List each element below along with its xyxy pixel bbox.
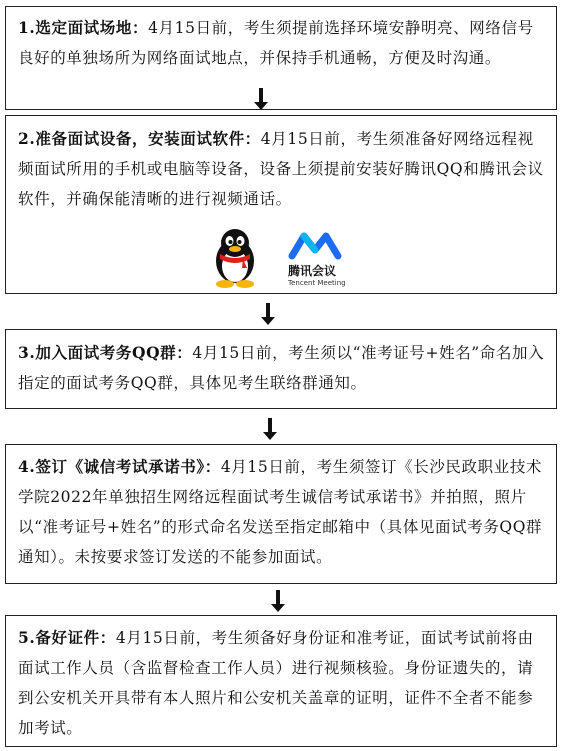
step-5-box (5, 615, 557, 747)
step-4-text (18, 452, 546, 572)
step-1-body: 4月15日前，考生须提前选择环境安静明亮、网络信号良好的单独场所为网络面试地点，并保持手机通畅，方便及时沟通。 (18, 19, 534, 67)
step-4-box (5, 444, 557, 584)
step-5-body: 4月15日前，考生须备好身份证和准考证，面试考试前将由面试工作人员（含监督检查工作人员）进行视频核验。身份证遗失的，请到公安机关开具带有本人照片和公安机关盖章的证明，证件不全者不能参加考试。 (18, 629, 534, 737)
step-4-title: 4.签订《诚信考试承诺书》： (18, 457, 221, 476)
arrow-2 (261, 303, 275, 325)
tencent-meeting-name-en: Tencent Meeting (288, 279, 346, 287)
step-1-title: 1.选定面试场地： (18, 18, 149, 37)
arrow-3 (263, 418, 277, 440)
step-3-text (18, 338, 546, 398)
step-1-text (18, 13, 546, 73)
step-2-body: 4月15日前，考生须准备好网络远程视频面试所用的手机或电脑等设备，设备上须提前安装好腾讯QQ和腾讯会议软件，并确保能清晰的进行视频通话。 (18, 130, 544, 208)
tencent-meeting-name: 腾讯会议 (288, 264, 337, 278)
step-5-title: 5.备好证件： (18, 628, 116, 647)
step-1-box (5, 6, 557, 110)
step-2-text (18, 124, 546, 214)
qq-penguin-icon (210, 226, 260, 288)
step-2-box (5, 115, 557, 294)
step-2-title: 2.准备面试设备，安装面试软件： (18, 129, 261, 148)
arrow-4 (271, 590, 285, 612)
step-5-text (18, 623, 546, 743)
step-3-title: 3.加入面试考务QQ群： (18, 343, 193, 362)
step-3-box (5, 329, 557, 409)
tencent-meeting-icon (288, 230, 342, 260)
arrow-1 (254, 88, 268, 110)
step-4-body: 4月15日前，考生须签订《长沙民政职业技术学院2022年单独招生网络远程面试考生诚信考试承诺书》并拍照，照片以“准考证号+姓名”的形式命名发送至指定邮箱中（具体见面试考务QQ群通知）。未按要求签订发送的不能参加面试。 (18, 458, 543, 566)
step-3-body: 4月15日前，考生须以“准考证号+姓名”命名加入指定的面试考务QQ群，具体见考生联络群通知。 (18, 344, 545, 392)
